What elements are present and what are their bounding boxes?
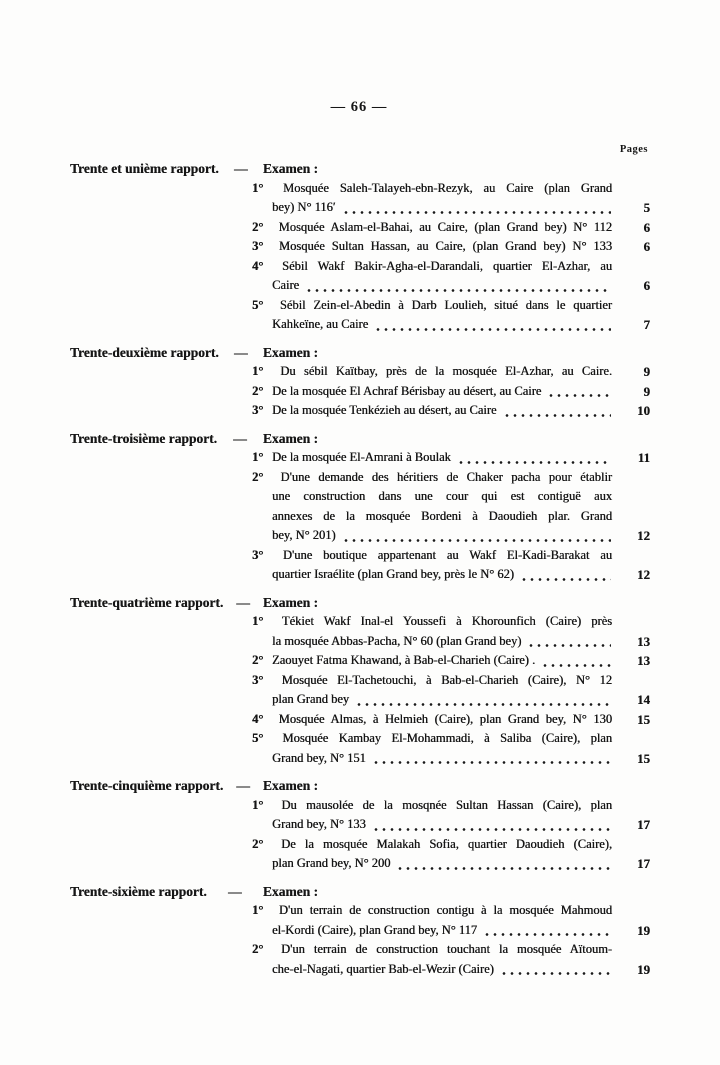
item-line — [252, 315, 612, 335]
dot-leader — [451, 448, 612, 468]
dot-leader — [390, 854, 612, 874]
toc-item — [252, 546, 650, 585]
page-number: 15 — [637, 711, 650, 727]
item-text: De la mosquée El-Amrani à Boulak — [272, 450, 451, 464]
dot-leader — [366, 749, 612, 769]
item-number: 2° — [252, 383, 264, 398]
item-number: 1° — [252, 450, 264, 464]
section-items — [252, 179, 650, 335]
dash-separator: — — [233, 430, 247, 446]
dot-leader — [477, 921, 612, 941]
section-title: Trente et unième rapport. — [70, 161, 219, 176]
page-number: 12 — [637, 567, 650, 582]
examen-label: Examen : — [262, 778, 318, 793]
section-title: Trente-sixième rapport. — [70, 883, 207, 899]
item-line — [252, 257, 612, 277]
item-line — [252, 651, 612, 671]
dot-leader — [494, 960, 612, 980]
item-line — [252, 729, 612, 749]
dash-separator: — — [234, 161, 248, 176]
toc-item — [252, 612, 650, 651]
section-title: Trente-cinquième rapport. — [70, 778, 224, 793]
item-number: 2° — [252, 942, 264, 956]
toc-item — [252, 796, 650, 835]
dot-leader — [521, 632, 612, 652]
item-line — [252, 468, 612, 488]
item-text: De la mosquée El Achraf Bérisbay au désert, au Caire — [272, 383, 542, 398]
item-line — [252, 815, 612, 835]
page-number: 13 — [637, 633, 650, 649]
examen-label: Examen : — [262, 883, 318, 899]
item-line — [252, 835, 612, 855]
dot-leader — [366, 815, 612, 835]
item-number: 3° — [252, 239, 264, 253]
item-text: la mosquée Abbas-Pacha, N° 60 (plan Grand bey) — [272, 633, 522, 648]
toc-section — [70, 159, 648, 335]
item-line — [252, 690, 612, 710]
item-text: Grand bey, N° 133 — [272, 817, 366, 831]
item-text: Sébil Wakf Bakir-Agha-el-Darandali, quartier El-Azhar, au — [282, 258, 612, 273]
page-number: 13 — [637, 653, 650, 668]
dot-leader — [336, 198, 612, 218]
item-number: 2° — [252, 836, 264, 851]
item-line — [252, 710, 612, 730]
item-text: Zaouyet Fatma Khawand, à Bab-el-Charieh (Caire) . — [272, 653, 536, 667]
item-text: che-el-Nagati, quartier Bab-el-Wezir (Caire) — [272, 961, 494, 976]
item-line — [252, 671, 612, 691]
toc-item — [252, 382, 650, 402]
item-text: Grand bey, N° 151 — [272, 750, 366, 765]
toc-section — [70, 429, 648, 585]
dash-separator: — — [228, 883, 242, 899]
toc-item — [252, 237, 650, 257]
item-line — [252, 448, 612, 468]
item-text: Mosquée Aslam-el-Bahai, au Caire, (plan Grand bey) N° 112 — [278, 219, 612, 234]
toc-section — [70, 343, 648, 421]
examen-label: Examen : — [262, 594, 318, 610]
item-number: 2° — [252, 653, 264, 667]
toc-item — [252, 179, 650, 218]
page-number: 19 — [637, 961, 650, 977]
toc-item — [252, 401, 650, 421]
item-line — [252, 401, 612, 421]
toc-item — [252, 671, 650, 710]
item-number: 2° — [252, 219, 264, 234]
section-title: Trente-deuxième rapport. — [70, 344, 219, 360]
item-text: quartier Israélite (plan Grand bey, près le N° 62) — [272, 567, 514, 581]
page-number: 10 — [637, 403, 650, 418]
item-text: Mosquée Sultan Hassan, au Caire, (plan Grand bey) N° 133 — [278, 239, 613, 253]
dash-separator: — — [236, 778, 250, 793]
dot-leader — [497, 401, 613, 421]
item-number: 1° — [252, 903, 264, 917]
item-line — [252, 362, 612, 382]
toc-item — [252, 710, 650, 730]
item-text: plan Grand bey — [272, 692, 350, 706]
item-number: 3° — [252, 547, 264, 562]
item-number: 1° — [252, 797, 264, 812]
item-text: Caire — [272, 278, 300, 292]
item-text: De la mosquée Tenkézieh au désert, au Caire — [272, 403, 497, 417]
dot-leader — [349, 690, 612, 710]
item-text: D'une demande des héritiers de Chaker pacha pour établir — [280, 469, 612, 484]
page-number: 14 — [637, 692, 650, 707]
item-line — [252, 546, 612, 566]
page-number: 17 — [637, 856, 650, 871]
section-items — [252, 796, 650, 874]
pages-column-header: Pages — [619, 144, 648, 155]
page-number: 19 — [637, 922, 650, 938]
item-number: 3° — [252, 403, 264, 417]
item-number: 3° — [252, 672, 264, 687]
toc-item — [252, 468, 650, 546]
item-number: 4° — [252, 711, 264, 726]
section-items — [252, 448, 650, 585]
item-text: D'une boutique appartenant au Wakf El-Kadi-Barakat au — [282, 547, 612, 562]
item-line — [252, 960, 612, 980]
dash-separator: — — [236, 594, 250, 610]
section-items — [252, 612, 650, 768]
item-number: 5° — [252, 297, 264, 312]
examen-label: Examen : — [262, 344, 318, 360]
item-line — [252, 565, 612, 585]
page-number: 9 — [643, 364, 650, 379]
dot-leader — [535, 651, 612, 671]
dot-leader — [514, 565, 612, 585]
examen-label: Examen : — [262, 430, 318, 446]
item-line — [252, 854, 612, 874]
dot-leader — [368, 315, 612, 335]
item-line — [252, 901, 612, 921]
page-number: 7 — [643, 317, 650, 332]
examen-label: Examen : — [262, 161, 318, 176]
section-heading — [70, 343, 318, 363]
item-text: D'un terrain de construction contigu à la mosquée Mahmoud — [278, 903, 612, 917]
toc-section — [70, 776, 648, 874]
item-text: Du sébil Kaïtbay, près de la mosquée El-Azhar, au Caire. — [280, 364, 612, 378]
dot-leader — [299, 276, 612, 296]
item-line — [252, 296, 612, 316]
item-line — [252, 507, 612, 527]
toc-item — [252, 901, 650, 940]
item-text: De la mosquée Malakah Sofia, quartier Daoudieh (Caire), — [281, 836, 612, 851]
section-heading — [70, 159, 318, 179]
item-text: Mosquée El-Tachetouchi, à Bab-el-Charieh (Caire), N° 12 — [281, 672, 612, 687]
page-number: 15 — [637, 750, 650, 766]
item-text: Mosquée Saleh-Talayeh-ebn-Rezyk, au Caire (plan Grand — [282, 180, 613, 195]
item-text: Kahkeïne, au Caire — [272, 317, 369, 331]
toc-section — [70, 882, 648, 980]
item-text: annexes de la mosquée Bordeni à Daoudieh plar. Grand — [272, 508, 612, 523]
page-folio: — 66 — — [330, 99, 388, 115]
section-heading — [70, 776, 318, 796]
item-line — [252, 796, 612, 816]
page-number: 5 — [643, 200, 650, 215]
item-line — [252, 632, 612, 652]
toc-item — [252, 257, 650, 296]
section-heading — [70, 882, 318, 902]
toc-sections — [70, 159, 648, 979]
dot-leader — [336, 526, 612, 546]
item-number: 2° — [252, 469, 264, 484]
toc-item — [252, 448, 650, 468]
item-line — [252, 179, 612, 199]
item-text: D'un terrain de construction touchant la mosquée Aïtoum- — [280, 942, 612, 956]
section-items — [252, 362, 650, 421]
toc-item — [252, 835, 650, 874]
item-line — [252, 526, 612, 546]
dash-separator: — — [234, 344, 248, 360]
item-number: 5° — [252, 731, 264, 745]
section-heading — [70, 593, 318, 613]
item-line — [252, 218, 612, 238]
item-text: bey) N° 116′ — [272, 200, 336, 214]
section-items — [252, 901, 650, 979]
item-text: Tékiet Wakf Inal-el Youssefi à Khorounfich (Caire) près — [281, 614, 612, 628]
item-line — [252, 276, 612, 296]
toc-item — [252, 651, 650, 671]
section-title: Trente-troisième rapport. — [70, 430, 217, 446]
page-number: 6 — [643, 239, 650, 254]
item-text: Sébil Zein-el-Abedin à Darb Loulieh, situé dans le quartier — [279, 297, 612, 312]
item-line — [252, 487, 612, 507]
item-text: Mosquée Almas, à Helmieh (Caire), plan Grand bey, N° 130 — [278, 711, 612, 726]
item-line — [252, 382, 612, 402]
item-line — [252, 940, 612, 960]
item-number: 1° — [252, 180, 264, 195]
section-title: Trente-quatrième rapport. — [70, 594, 224, 610]
toc-item — [252, 940, 650, 979]
item-line — [252, 921, 612, 941]
toc-item — [252, 362, 650, 382]
toc-item — [252, 218, 650, 238]
item-line — [252, 237, 612, 257]
page-number: 6 — [643, 278, 650, 293]
item-text: bey, N° 201) — [272, 528, 336, 542]
item-text: el-Kordi (Caire), plan Grand bey, N° 117 — [272, 922, 478, 937]
toc-item — [252, 296, 650, 335]
item-text: une construction dans une cour qui est contiguë aux — [272, 489, 612, 503]
section-heading — [70, 429, 318, 449]
page-number: 12 — [637, 528, 650, 543]
item-text: plan Grand bey, N° 200 — [272, 856, 391, 870]
page-number: 11 — [637, 450, 650, 465]
item-number: 1° — [252, 614, 264, 628]
item-line — [252, 198, 612, 218]
dot-leader — [541, 382, 612, 402]
item-number: 1° — [252, 364, 264, 378]
item-number: 4° — [252, 258, 264, 273]
item-text: Du mausolée de la mosqnée Sultan Hassan (Caire), plan — [281, 797, 613, 812]
scanned-book-page — [70, 0, 648, 979]
item-line — [252, 749, 612, 769]
page-number: 17 — [637, 817, 650, 832]
item-line — [252, 612, 612, 632]
toc-item — [252, 729, 650, 768]
toc-section — [70, 593, 648, 769]
page-number: 6 — [643, 219, 650, 235]
page-number: 9 — [643, 383, 650, 399]
item-text: Mosquée Kambay El-Mohammadi, à Saliba (Caire), plan — [282, 731, 613, 745]
